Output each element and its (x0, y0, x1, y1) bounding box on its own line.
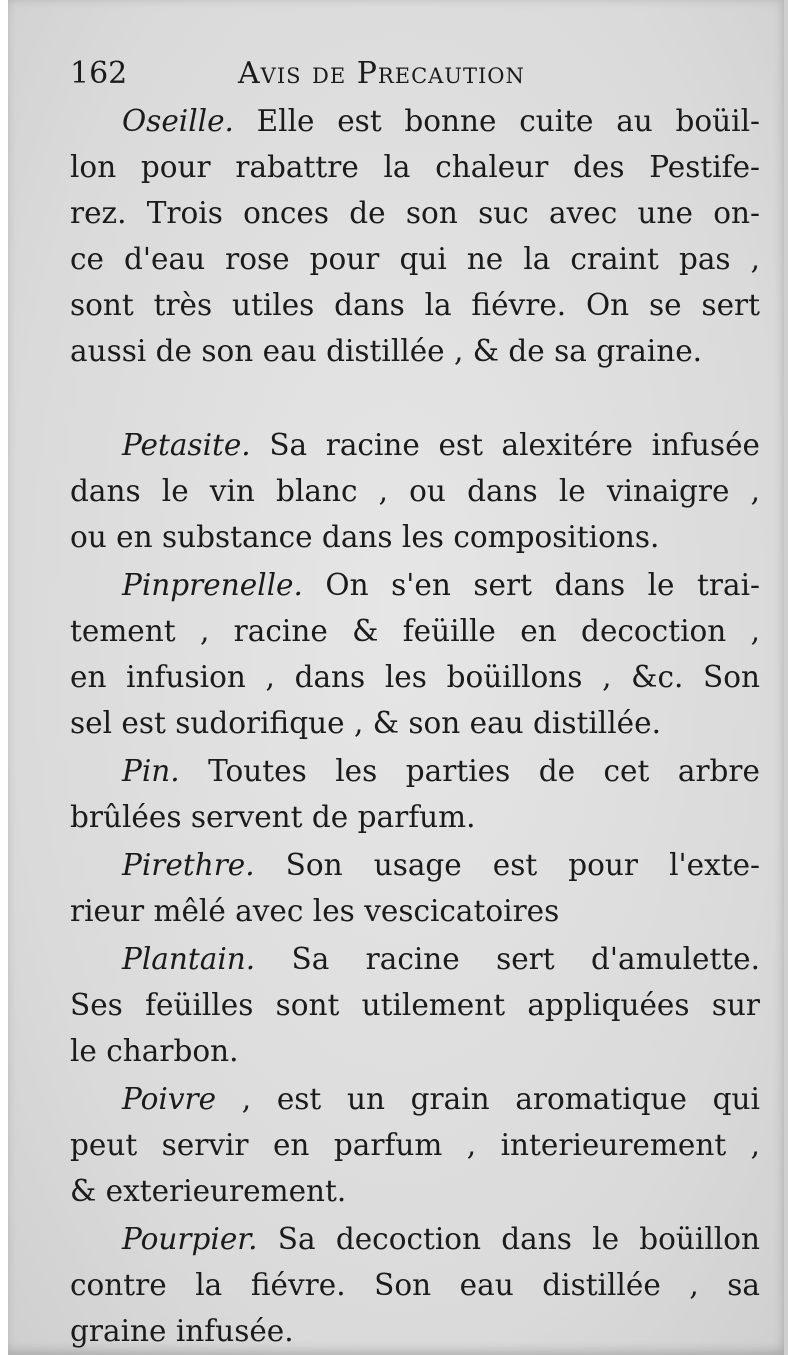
entry-poivre-line-3: & exterieurement. (70, 1174, 347, 1208)
entry-term: Pinprenelle. (122, 568, 303, 602)
entry-text: Son usage est pour l'exte- (254, 848, 760, 882)
entry-pirethre-line-2: rieur mêlé avec les vescicatoires (70, 894, 560, 928)
entry-pourpier-line-3: graine infusée. (70, 1314, 294, 1348)
book-page (8, 0, 788, 1355)
entry-oseille-line-2: lon pour rabattre la chaleur des Pestife- (70, 150, 760, 184)
entry-term: Pirethre. (122, 848, 255, 882)
entry-poivre-line-1 (70, 1076, 760, 1122)
entry-poivre-line-2: peut servir en parfum , interieurement , (70, 1128, 760, 1162)
entry-oseille-line-4: ce d'eau rose pour qui ne la craint pas , (70, 242, 760, 276)
entry-plantain-line-3: le charbon. (70, 1034, 239, 1068)
entry-term: Oseille. (122, 104, 234, 138)
entry-petasite-line-1 (70, 422, 760, 468)
entry-oseille-line-3: rez. Trois onces de son suc avec une on- (70, 196, 760, 230)
entry-text: Sa decoction dans le boüillon (257, 1222, 760, 1256)
entry-term: Pourpier. (122, 1222, 258, 1256)
entry-pin-line-1 (70, 748, 760, 794)
page-header (70, 52, 630, 96)
entry-pourpier-line-2: contre la fiévre. Son eau distillée , sa (70, 1268, 760, 1302)
entry-plantain-line-2: Ses feüilles sont utilement appliquées sur (70, 988, 760, 1022)
entry-pinprenelle-line-3: en infusion , dans les boüillons , &c. Son (70, 660, 760, 694)
entry-pinprenelle-line-1 (70, 562, 760, 608)
entry-pirethre-line-1 (70, 842, 760, 888)
entry-plantain-line-1 (70, 936, 760, 982)
entry-term: Plantain. (122, 942, 256, 976)
entry-pourpier-line-1 (70, 1216, 760, 1262)
entry-term: Pin. (122, 754, 180, 788)
entry-oseille-line-1 (70, 98, 760, 144)
running-title: Avis de Precaution (238, 56, 525, 91)
entry-term: Petasite. (122, 428, 251, 462)
entry-text: , est un grain aromatique qui (216, 1082, 760, 1116)
page-body (70, 98, 760, 1354)
entry-text: Sa racine est alexitére infusée (250, 428, 760, 462)
entry-term: Poivre (122, 1082, 217, 1116)
page-number: 162 (70, 56, 128, 91)
entry-petasite-line-2: dans le vin blanc , ou dans le vinaigre , (70, 474, 760, 508)
entry-text: Toutes les parties de cet arbre (179, 754, 760, 788)
entry-text: On s'en sert dans le trai- (302, 568, 760, 602)
entry-text: Elle est bonne cuite au boüil- (233, 104, 760, 138)
entry-oseille-line-6: aussi de son eau distillée , & de sa graine. (70, 334, 703, 368)
entry-oseille-line-5: sont très utiles dans la fiévre. On se sert (70, 288, 760, 322)
entry-pinprenelle-line-4: sel est sudorifique , & son eau distillée. (70, 706, 661, 740)
entry-pin-line-2: brûlées servent de parfum. (70, 800, 476, 834)
entry-text: Sa racine sert d'amulette. (255, 942, 760, 976)
entry-petasite-line-3: ou en substance dans les compositions. (70, 520, 660, 554)
entry-pinprenelle-line-2: tement , racine & feüille en decoction , (70, 614, 760, 648)
